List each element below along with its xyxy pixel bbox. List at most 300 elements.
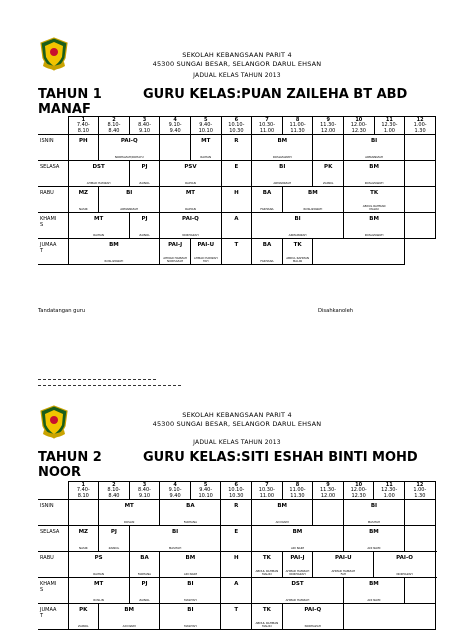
timetable-cell — [99, 187, 160, 213]
teacher-name: NASIR — [79, 546, 88, 550]
teacher-name: ABDUL RAHMAN MALIKI — [362, 204, 386, 211]
signature-line — [38, 379, 156, 380]
teacher-name: ZAINOL — [139, 598, 150, 602]
signature-line — [38, 385, 181, 386]
subject-code: DST — [92, 164, 105, 170]
subject-code: R — [234, 503, 239, 509]
period-number: 6 — [234, 481, 238, 488]
timetable-cell — [313, 552, 374, 578]
subject-code: PAI-J — [290, 555, 305, 561]
teacher-name: ROSLIN — [93, 598, 104, 602]
period-number: 5 — [203, 481, 208, 488]
timetable-row — [38, 526, 436, 552]
subject-code: BM — [292, 529, 303, 535]
period-number: 4 — [173, 481, 177, 488]
period-time: 11.30- 12.00 — [320, 122, 337, 134]
timetable-cell — [99, 604, 160, 630]
subject-code: DST — [291, 581, 304, 587]
subject-code: E — [234, 529, 239, 535]
period-number: 8 — [295, 481, 300, 488]
period-number: 9 — [326, 116, 330, 123]
class-heading — [38, 450, 418, 480]
teacher-name: ADI NAIM — [367, 546, 381, 550]
jadual-title: JADUAL KELAS TAHUN 2013 — [193, 439, 281, 446]
period-time: 10.10- 10.30 — [228, 122, 245, 134]
timetable-row — [38, 161, 436, 187]
period-header — [129, 482, 160, 500]
teacher-name: MASITAH — [367, 520, 381, 524]
timetable-row — [38, 604, 436, 630]
period-number: 10 — [355, 481, 363, 488]
subject-code: MT — [201, 138, 211, 144]
timetable-cell — [221, 161, 252, 187]
school-name: SEKOLAH KEBANGSAAN PARIT 4 — [182, 51, 292, 59]
period-header — [68, 482, 99, 500]
period-time: 12.00- 12.30 — [350, 122, 367, 134]
teacher-name: AHMAD HAMZAH FAH — [193, 256, 218, 263]
teacher-name: FARHANA — [183, 520, 197, 524]
subject-code: BM — [369, 164, 379, 170]
school-address: 45300 SUNGAI BESAR, SELANGOR DARUL EHSAN — [152, 420, 322, 428]
timetable-cell — [252, 187, 283, 213]
timetable-cell — [282, 239, 313, 265]
period-header — [313, 117, 344, 135]
period-time: 8.40- 9.10 — [138, 122, 151, 134]
teacher-name: ARMAINIZAH — [288, 233, 307, 237]
timetable-cell — [129, 161, 160, 187]
timetable-cell — [68, 578, 129, 604]
timetable-table — [38, 481, 436, 630]
subject-code: BI — [126, 190, 133, 196]
timetable-cell — [313, 239, 405, 265]
subject-code: TK — [262, 555, 271, 561]
timetable-cell — [344, 213, 405, 239]
teacher-name: ROSLIZAWATI — [303, 207, 323, 211]
day-label: ISNIN — [38, 135, 68, 161]
period-header — [252, 482, 283, 500]
timetable-cell — [99, 135, 160, 161]
period-number: 11 — [385, 481, 393, 488]
subject-code: BM — [308, 190, 318, 196]
timetable-cell — [252, 604, 283, 630]
teacher-name: ARMAINIZAH — [273, 181, 292, 185]
period-number: 11 — [385, 116, 393, 123]
subject-code: BM — [369, 581, 379, 587]
signature-approved-label: Disahkanoleh — [318, 308, 354, 314]
subject-code: BM — [109, 242, 119, 248]
timetable-row — [38, 187, 436, 213]
timetable-cell — [68, 213, 129, 239]
teacher-name: ZAINOL — [322, 181, 334, 185]
subject-code: BI — [370, 503, 378, 509]
teacher-name: MASITAH — [184, 598, 197, 602]
period-header — [160, 482, 191, 500]
teacher-name: ZAINOL — [139, 181, 150, 185]
period-number: 9 — [326, 481, 330, 488]
day-label: ISNIN — [38, 500, 68, 526]
subject-code: BA — [140, 555, 149, 561]
timetable-cell — [344, 187, 405, 213]
period-number: 12 — [416, 481, 424, 488]
period-header — [313, 482, 344, 500]
period-time: 9.10- 9.40 — [168, 122, 182, 134]
period-header — [252, 117, 283, 135]
timetable-cell — [160, 500, 221, 526]
subject-code: H — [233, 555, 239, 561]
day-label: RABU — [38, 552, 68, 578]
period-number: 8 — [295, 116, 300, 123]
day-label: JUMAA T — [38, 239, 68, 265]
period-header — [282, 117, 313, 135]
timetable-cell — [160, 213, 221, 239]
teacher-name: ADI NAIM — [122, 624, 136, 628]
timetable-cell — [343, 578, 404, 604]
subject-code: MT — [124, 503, 134, 509]
subject-code: T — [234, 242, 239, 248]
timetable-cell — [160, 604, 221, 630]
timetable-cell — [129, 526, 221, 552]
teacher-name: NASIR — [79, 207, 88, 211]
period-header — [68, 117, 99, 135]
timetable-cell — [405, 187, 436, 213]
period-header — [374, 482, 405, 500]
subject-code: E — [234, 164, 239, 170]
timetable-cell — [343, 526, 404, 552]
timetable-cell — [160, 187, 221, 213]
timetable-cell — [252, 578, 344, 604]
period-header — [374, 117, 405, 135]
teacher-name: RAIHAN — [93, 233, 104, 237]
period-number: 7 — [265, 116, 269, 123]
timetable-cell — [405, 578, 436, 604]
tahun-label: TAHUN 1 — [38, 87, 102, 102]
teacher-name: RAIHAN — [93, 572, 104, 576]
timetable-cell — [160, 578, 221, 604]
period-header — [160, 117, 191, 135]
tahun-label: TAHUN 2 — [38, 450, 102, 465]
period-header — [221, 117, 252, 135]
subject-code: BI — [370, 138, 378, 144]
timetable-cell — [343, 604, 435, 630]
period-time: 9.10- 9.40 — [168, 487, 182, 499]
teacher-name: ARMAINIZAH — [365, 155, 384, 159]
subject-code: TK — [293, 242, 302, 248]
period-time: 12.30- 1.00 — [381, 122, 398, 134]
timetable-row — [38, 135, 436, 161]
period-number: 1 — [81, 116, 86, 123]
subject-code: H — [234, 190, 239, 196]
teacher-name: AHMAD HAMZAH FAH — [331, 569, 356, 576]
period-time: 1.00- 1.30 — [413, 487, 427, 499]
period-time: 12.00- 12.30 — [350, 487, 367, 499]
subject-code: TK — [262, 607, 271, 613]
subject-code: BM — [369, 529, 379, 535]
subject-code: R — [234, 138, 239, 144]
timetable-cell — [221, 604, 252, 630]
timetable-cell — [129, 552, 160, 578]
class-heading — [38, 87, 407, 117]
subject-code: BA — [262, 190, 272, 196]
period-time: 11.30- 12.00 — [319, 487, 337, 499]
timetable-cell — [282, 552, 313, 578]
timetable-cell — [99, 500, 160, 526]
timetable-cell — [405, 135, 436, 161]
teacher-name: ADI NAIM — [367, 598, 381, 602]
guru-kelas-label-cont: MANAF — [38, 102, 91, 117]
timetable-cell — [405, 161, 436, 187]
timetable-cell — [313, 500, 344, 526]
teacher-name: NORHAZAH — [304, 624, 321, 628]
period-number: 4 — [173, 116, 177, 123]
signature-teacher-label: Tandatangan guru — [38, 308, 86, 314]
timetable-cell — [252, 213, 344, 239]
period-time: 10.10- 10.30 — [228, 487, 245, 499]
period-time: 7.40- 8.10 — [76, 122, 90, 134]
teacher-name: RAIHAN — [185, 181, 196, 185]
subject-code: BI — [279, 164, 286, 170]
subject-code: BI — [294, 216, 301, 222]
subject-code: A — [234, 581, 239, 587]
period-header — [99, 117, 130, 135]
teacher-name: NORHAZAH — [396, 572, 413, 576]
subject-code: BA — [262, 242, 272, 248]
timetable-cell — [252, 239, 283, 265]
teacher-name: MASITAH — [168, 546, 182, 550]
guru-kelas-label-cont: NOOR — [38, 465, 81, 480]
teacher-name: ABDUL RAHMAN MALIKI — [286, 256, 309, 263]
timetable-cell — [252, 161, 313, 187]
subject-code: PAI-Q — [182, 216, 199, 222]
period-time: 1.00- 1.30 — [413, 122, 427, 134]
subject-code: PJ — [141, 164, 148, 170]
period-header — [282, 482, 313, 500]
period-number: 6 — [234, 116, 239, 123]
teacher-name: MASITAH — [184, 624, 197, 628]
period-time: 10.30- 11.00 — [258, 122, 276, 134]
timetable-cell — [160, 239, 191, 265]
school-address: 45300 SUNGAI BESAR, SELANGOR DARUL EHSAN — [152, 60, 322, 68]
teacher-name: ZAINOL — [108, 546, 120, 550]
timetable-cell — [252, 526, 344, 552]
period-header — [405, 482, 436, 500]
subject-code: BM — [277, 138, 288, 144]
period-number: 7 — [265, 481, 269, 488]
teacher-name: FARHANA — [137, 572, 152, 576]
timetable-cell — [221, 213, 252, 239]
timetable-table — [38, 116, 436, 265]
subject-code: PK — [79, 607, 88, 613]
period-time: 11.00- 11.30 — [289, 122, 306, 134]
teacher-name: ZAINOL — [139, 233, 150, 237]
jadual-title: JADUAL KELAS TAHUN 2013 — [193, 72, 281, 79]
period-time: 8.10- 8.40 — [107, 487, 121, 499]
teacher-name: ARMAINIZAH — [120, 207, 139, 211]
teacher-name: FARHANA — [260, 207, 274, 211]
teacher-name: RAIHAN — [200, 155, 212, 159]
day-label: KHAMI S — [38, 213, 68, 239]
subject-code: BM — [124, 607, 135, 613]
timetable-cell — [221, 552, 252, 578]
period-header — [221, 482, 252, 500]
school-header — [0, 411, 474, 429]
period-header — [343, 482, 374, 500]
period-time: 9.40- 10.10 — [198, 122, 213, 134]
timetable-cell — [221, 239, 252, 265]
subject-code: PAI-O — [396, 555, 413, 561]
teacher-name: AHMAD HAMZAH NORHAZAH — [163, 256, 188, 263]
header-corner — [38, 117, 68, 135]
teacher-name: ABDUL RAHMAN MALIKI — [255, 569, 279, 576]
period-number: 2 — [112, 481, 116, 488]
subject-code: PAI-U — [197, 242, 215, 248]
timetable-row — [38, 500, 436, 526]
guru-kelas-label: GURU KELAS:SITI ESHAH BINTI MOHD — [143, 450, 418, 465]
teacher-name: AHMAD HAMZAH — [86, 181, 111, 185]
period-header — [405, 117, 436, 135]
timetable-cell — [160, 161, 221, 187]
timetable-cell — [221, 500, 252, 526]
timetable-cell — [68, 526, 99, 552]
subject-code: PJ — [110, 529, 117, 535]
timetable-cell — [221, 526, 252, 552]
day-label: SELASA — [38, 161, 68, 187]
timetable-cell — [282, 187, 343, 213]
teacher-name: FARHANA — [260, 259, 274, 263]
subject-code: PAI-Q — [120, 138, 138, 144]
timetable-cell — [252, 500, 313, 526]
teacher-name: ROSLIZAWATI — [364, 233, 384, 237]
teacher-name: ROSLIZAWATI — [364, 181, 384, 185]
period-time: 8.10- 8.40 — [107, 122, 121, 134]
period-time: 7.40- 8.10 — [76, 487, 90, 499]
school-header — [0, 51, 474, 69]
period-time: 12.30- 1.00 — [381, 487, 398, 499]
teacher-name: AHMAD HAMZAH — [285, 598, 310, 602]
subject-code: PS — [94, 555, 103, 561]
teacher-name: NORHAZAH/ROHAYU — [114, 155, 144, 159]
teacher-name: ROSLIN — [123, 520, 135, 524]
timetable-cell — [252, 135, 313, 161]
timetable-cell — [313, 135, 344, 161]
day-label: SELASA — [38, 526, 68, 552]
subject-code: PAI-U — [335, 555, 352, 561]
teacher-name: ROSLIZAWATI — [104, 259, 124, 263]
teacher-name: ABDUL RAHMAN MALIKI — [255, 621, 279, 628]
period-time: 10.30- 11.00 — [258, 487, 275, 499]
period-header — [344, 117, 375, 135]
timetable-cell — [405, 213, 436, 239]
period-header — [99, 482, 130, 500]
subject-code: PAI-Q — [304, 607, 322, 613]
teacher-name: RAIHAN — [185, 207, 196, 211]
subject-code: MZ — [78, 190, 89, 196]
timetable-row — [38, 213, 436, 239]
timetable-cell — [129, 213, 160, 239]
timetable-cell — [313, 161, 344, 187]
teacher-name: AHMAD HAMZAH NORHAZAH — [285, 569, 310, 576]
day-label: KHAMI S — [38, 578, 68, 604]
timetable-cell — [190, 135, 221, 161]
timetable-cell — [190, 239, 221, 265]
timetable-cell — [68, 135, 99, 161]
period-time: 8.40- 9.10 — [138, 487, 151, 499]
subject-code: A — [234, 216, 239, 222]
teacher-name: ADI NAIM — [275, 520, 289, 524]
period-time: 11.00- 11.30 — [289, 487, 306, 499]
school-name: SEKOLAH KEBANGSAAN PARIT 4 — [182, 411, 292, 419]
timetable-cell — [221, 578, 252, 604]
timetable-cell — [68, 500, 99, 526]
timetable-cell — [344, 135, 405, 161]
period-number: 2 — [112, 116, 116, 123]
timetable-cell — [68, 239, 160, 265]
subject-code: BM — [185, 555, 196, 561]
timetable-cell — [221, 187, 252, 213]
period-number: 3 — [142, 116, 147, 123]
teacher-name: ADI NAIM — [183, 572, 197, 576]
subject-code: BM — [277, 503, 287, 509]
subject-code: PK — [324, 164, 333, 170]
subject-code: BM — [369, 216, 379, 222]
teacher-name: ZAINOL — [78, 624, 89, 628]
teacher-name: ROSLIZAWATI — [272, 155, 292, 159]
subject-code: MT — [94, 216, 104, 222]
timetable-cell — [344, 161, 405, 187]
subject-code: MZ — [78, 529, 89, 535]
period-header — [129, 117, 160, 135]
day-label: JUMAA T — [38, 604, 68, 630]
timetable-cell — [68, 187, 99, 213]
timetable-cell — [343, 500, 404, 526]
timetable-row — [38, 578, 436, 604]
subject-code: PH — [79, 138, 88, 144]
subject-code: BI — [187, 607, 194, 613]
subject-code: PAI-J — [168, 242, 183, 248]
timetable-cell — [405, 526, 436, 552]
timetable-cell — [374, 552, 435, 578]
timetable-cell — [282, 604, 343, 630]
period-header — [190, 482, 221, 500]
teacher-name: ADI NAIM — [290, 546, 304, 550]
subject-code: TK — [370, 190, 379, 196]
guru-kelas-label: GURU KELAS:PUAN ZAILEHA BT ABD — [143, 87, 408, 102]
day-label: RABU — [38, 187, 68, 213]
timetable-cell — [221, 135, 252, 161]
subject-code: BI — [187, 581, 194, 587]
timetable-row — [38, 239, 436, 265]
timetable-cell — [129, 578, 160, 604]
period-time: 9.40- 10.10 — [198, 487, 213, 499]
timetable-cell — [160, 552, 221, 578]
timetable-cell — [160, 135, 191, 161]
subject-code: BI — [171, 529, 179, 535]
period-number: 12 — [416, 116, 424, 123]
subject-code: PSV — [184, 164, 197, 170]
period-number: 10 — [355, 116, 363, 123]
period-number: 3 — [142, 481, 147, 488]
period-number: 1 — [81, 481, 86, 488]
subject-code: BA — [186, 503, 195, 509]
timetable-cell — [68, 604, 99, 630]
period-number: 5 — [204, 116, 208, 123]
subject-code: PJ — [141, 581, 148, 587]
timetable-cell — [68, 552, 129, 578]
subject-code: T — [234, 607, 239, 613]
timetable-cell — [405, 500, 436, 526]
timetable-row — [38, 552, 436, 578]
teacher-name: NORHAZAH — [182, 233, 199, 237]
subject-code: MT — [93, 581, 104, 587]
